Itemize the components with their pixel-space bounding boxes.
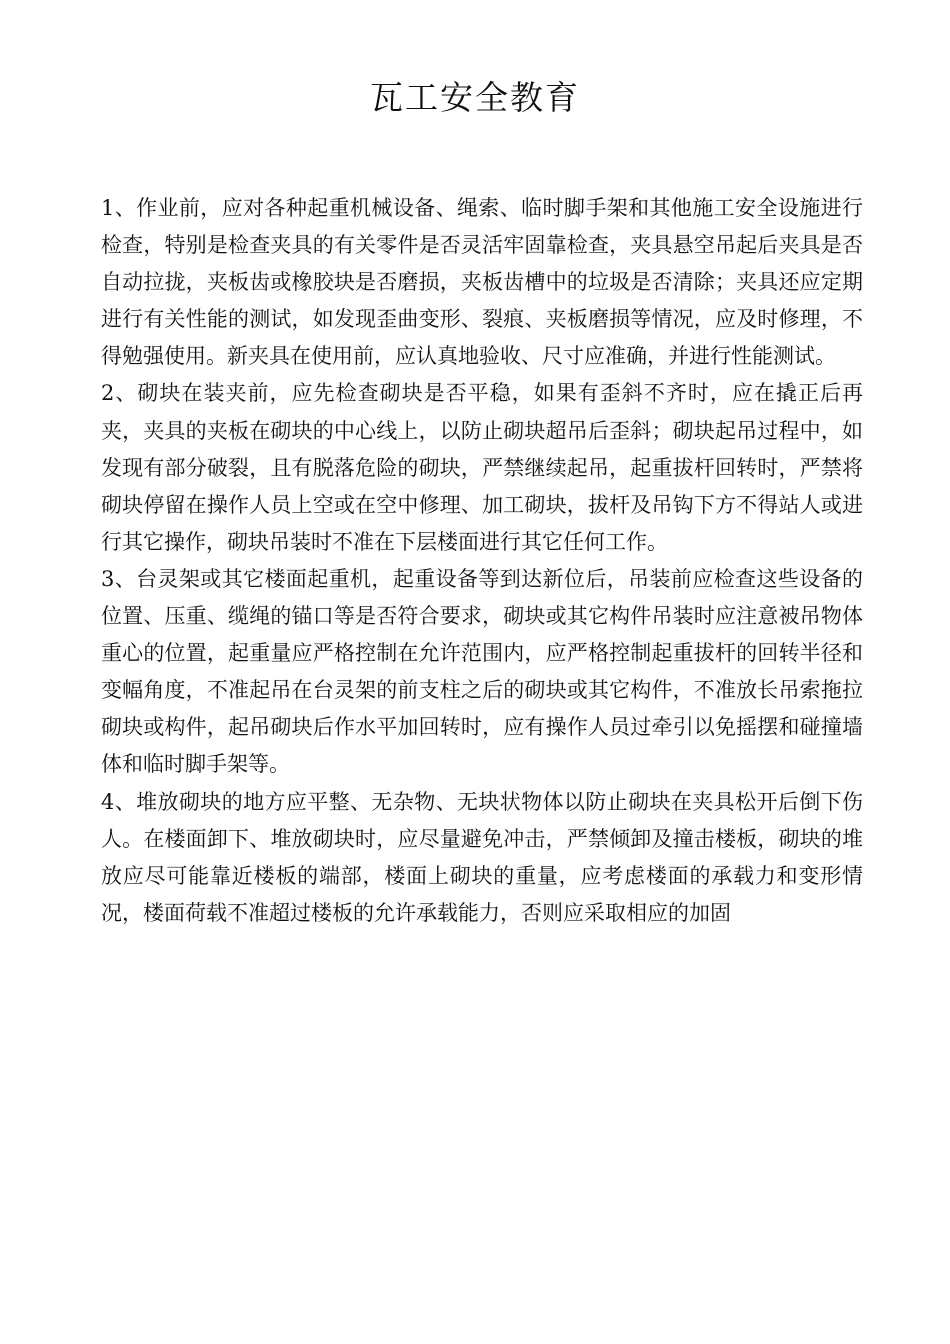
paragraph-4: 4、堆放砌块的地方应平整、无杂物、无块状物体以防止砌块在夹具松开后倒下伤人。在楼面卸下、堆放砌块时，应尽量避免冲击，严禁倾卸及撞击楼板，砌块的堆放应尽可能靠近楼板的端部，楼面上砌块的重量，应考虑楼面的承载力和变形情况，楼面荷载不准超过楼板的允许承载能力，否则应采取相应的加固	[101, 789, 863, 925]
paragraph-3: 3、台灵架或其它楼面起重机，起重设备等到达新位后，吊装前应检查这些设备的位置、压重、缆绳的锚口等是否符合要求，砌块或其它构件吊装时应注意被吊物体重心的位置，起重量应严格控制在允许范围内，应严格控制起重拔杆的回转半径和变幅角度，不准起吊在台灵架的前支柱之后的砌块或其它构件，不准放长吊索拖拉砌块或构件，起吊砌块后作水平加回转时，应有操作人员过牵引以免摇摆和碰撞墙体和临时脚手架等。	[101, 566, 863, 777]
document-body	[101, 190, 863, 932]
paragraph-2: 2、砌块在装夹前，应先检查砌块是否平稳，如果有歪斜不齐时，应在撬正后再夹，夹具的夹板在砌块的中心线上，以防止砌块超吊后歪斜；砌块起吊过程中，如发现有部分破裂，且有脱落危险的砌块，严禁继续起吊，起重拔杆回转时，严禁将砌块停留在操作人员上空或在空中修理、加工砌块，拔杆及吊钩下方不得站人或进行其它操作，砌块吊装时不准在下层楼面进行其它任何工作。	[101, 381, 863, 554]
document-title: 瓦工安全教育	[370, 78, 580, 117]
paragraph-1: 1、作业前，应对各种起重机械设备、绳索、临时脚手架和其他施工安全设施进行检查，特别是检查夹具的有关零件是否灵活牢固靠检查，夹具悬空吊起后夹具是否自动拉拢，夹板齿或橡胶块是否磨损，夹板齿槽中的垃圾是否清除；夹具还应定期进行有关性能的测试，如发现歪曲变形、裂痕、夹板磨损等情况，应及时修理，不得勉强使用。新夹具在使用前，应认真地验收、尺寸应准确，并进行性能测试。	[101, 196, 863, 369]
